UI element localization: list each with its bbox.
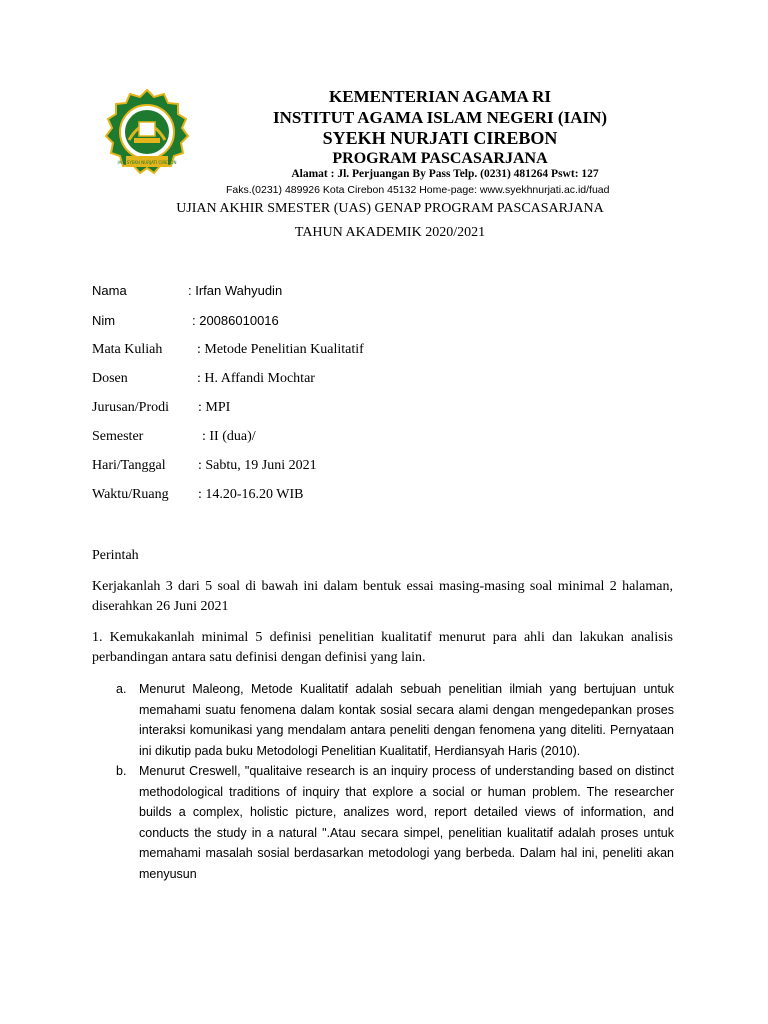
field-label-hari-tanggal: Hari/Tanggal <box>92 458 166 473</box>
field-value-nama: : Irfan Wahyudin <box>188 283 283 298</box>
field-value-dosen: : H. Affandi Mochtar <box>197 371 315 386</box>
field-value-waktu-ruang: : 14.20-16.20 WIB <box>198 487 304 502</box>
question-1: 1. Kemukakanlah minimal 5 definisi penelitian kualitatif menurut para ahli dan lakukan analisis perbandingan antara satu definisi dengan definisi yang lain. <box>92 630 673 665</box>
iain-logo <box>104 88 190 180</box>
field-label-nama: Nama <box>92 283 127 298</box>
exam-title: UJIAN AKHIR SMESTER (UAS) GENAP PROGRAM PASCASARJANA <box>176 201 604 216</box>
institute-name: SYEKH NURJATI CIREBON <box>322 128 558 148</box>
list-item-text: Menurut Maleong, Metode Kualitatif adalah sebuah penelitian ilmiah yang bertujuan untuk memahami suatu fenomena dalam kontak sosial secara alami dengan mengedepankan proses interaksi komunikasi yang mendalam antara peneliti dengan fenomena yang diteliti. Pernyataan ini dikutip pada buku Metodologi Penelitian Kualitatif, Herdiansyah Haris (2010). <box>139 682 674 758</box>
address-line: Alamat : Jl. Perjuangan By Pass Telp. (0231) 481264 Pswt: 127 <box>291 168 599 180</box>
answer-list <box>116 679 674 884</box>
field-label-dosen: Dosen <box>92 371 128 386</box>
field-value-hari-tanggal: : Sabtu, 19 Juni 2021 <box>198 458 317 473</box>
instructions-heading: Perintah <box>92 548 139 563</box>
institute-title: INSTITUT AGAMA ISLAM NEGERI (IAIN) <box>272 108 608 127</box>
field-label-semester: Semester <box>92 429 144 444</box>
contact-line: Faks.(0231) 489926 Kota Cirebon 45132 Home-page: www.syekhnurjati.ac.id/fuad <box>226 184 610 196</box>
academic-year: TAHUN AKADEMIK 2020/2021 <box>294 225 486 240</box>
field-label-nim: Nim <box>92 313 116 328</box>
list-marker: a. <box>116 682 127 696</box>
field-value-nim: : 20086010016 <box>192 313 279 328</box>
field-label-mata-kuliah: Mata Kuliah <box>92 342 163 357</box>
field-label-jurusan: Jurusan/Prodi <box>92 400 169 415</box>
list-item <box>116 679 674 761</box>
logo-text: IAIN SYEKH NURJATI CIREBON <box>117 160 177 165</box>
list-marker: b. <box>116 764 127 778</box>
field-value-semester: : II (dua)/ <box>202 429 256 444</box>
program-title: PROGRAM PASCASARJANA <box>332 150 548 167</box>
list-item <box>116 761 674 884</box>
instructions-text: Kerjakanlah 3 dari 5 soal di bawah ini dalam bentuk essai masing-masing soal minimal 2 halaman, diserahkan 26 Juni 2021 <box>92 579 673 614</box>
field-label-waktu-ruang: Waktu/Ruang <box>92 487 169 502</box>
ministry-title: KEMENTERIAN AGAMA RI <box>329 87 551 106</box>
field-value-jurusan: : MPI <box>198 400 231 415</box>
list-item-text: Menurut Creswell, "qualitaive research is an inquiry process of understanding based on distinct methodological traditions of inquiry that explore a social or human problem. The researcher builds a complex, holistic picture, analizes word, report detailed views of information, and conducts the study in a natural ".Atau secara simpel, penelitian kualitatif adalah proses untuk memahami masalah sosial berdasarkan metodologi yang berbeda. Dalam hal ini, peneliti akan menyusun <box>139 764 674 881</box>
field-value-mata-kuliah: : Metode Penelitian Kualitatif <box>197 342 364 357</box>
